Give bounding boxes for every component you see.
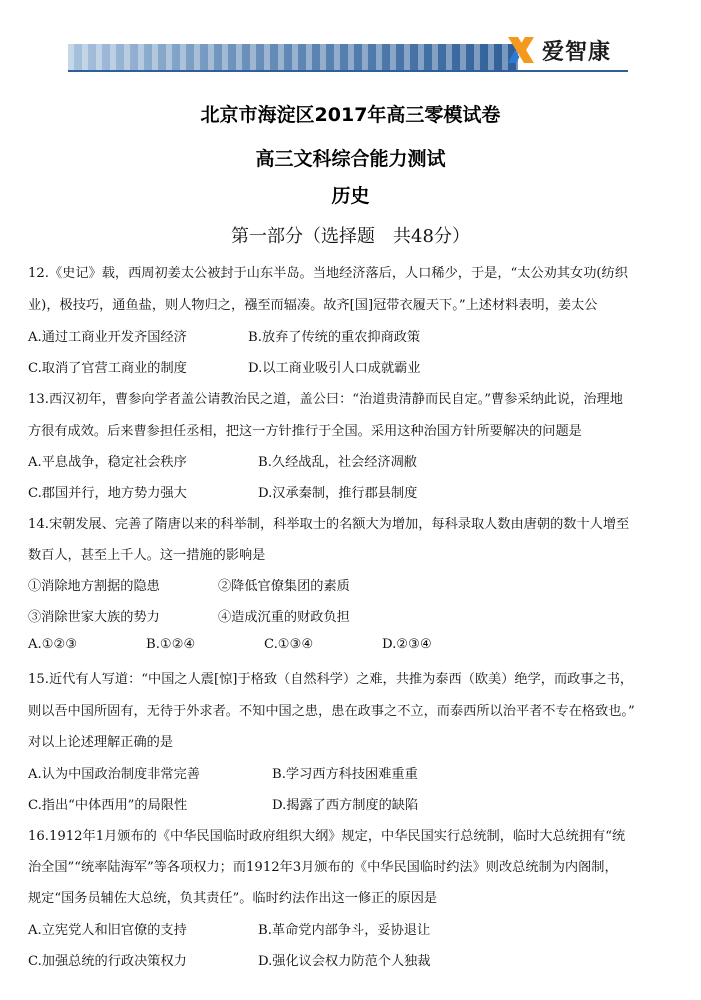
option-d: D.揭露了西方制度的缺陷 [272,798,419,813]
question-stem-line: 16.1912年1月颁布的《中华民国临时政府组织大纲》规定，中华民国实行总统制，临时大总统拥有“统 [28,829,626,844]
question-stem-line: 规定“国务员辅佐大总统，负其责任”。临时约法作出这一修正的原因是 [28,891,438,906]
option-c: C.①③④ [264,637,314,652]
option-a: A.立宪党人和旧官僚的支持 [28,923,187,938]
question-stem-line: 对以上论述理解正确的是 [28,735,174,750]
exam-title: 北京市海淀区2017年高三零模试卷 [200,104,501,126]
option-b: B.革命党内部争斗，妥协退让 [258,923,431,938]
question-stem-line: 12.《史记》载，西周初姜太公被封于山东半岛。当地经济落后，人口稀少，于是，“太公劝其女功(纺织 [28,266,628,281]
option-a: A.通过工商业开发齐国经济 [28,330,187,345]
logo-x-icon [506,35,536,65]
statement-item: ④造成沉重的财政负担 [218,610,350,625]
statement-item: ②降低官僚集团的素质 [218,579,350,594]
subject-group-title: 高三文科综合能力测试 [255,148,446,170]
option-a: A.平息战争，稳定社会秩序 [28,455,187,470]
option-a: A.认为中国政治制度非常完善 [28,767,200,782]
option-b: B.久经战乱，社会经济凋敝 [258,455,417,470]
option-c: C.加强总统的行政决策权力 [28,954,187,969]
option-d: D.汉承秦制，推行郡县制度 [258,486,418,501]
subject-title: 历史 [331,185,370,207]
question-stem-line: 则以吾中国所固有，无待于外求者。不知中国之患，患在政事之不立，而泰西所以治平者不专在格致也。” [28,704,635,719]
option-d: D.②③④ [382,637,432,652]
question-stem-line: 业)，极技巧，通鱼盐，则人物归之，襁至而辐凑。故齐[国]冠带衣履天下。”上述材料表明，姜太公 [28,298,598,313]
section-heading: 第一部分（选择题 共48分） [231,226,470,247]
option-b: B.放弃了传统的重农抑商政策 [248,330,421,345]
header-banner [68,44,518,70]
option-b: B.①②④ [146,637,196,652]
option-c: C.取消了官营工商业的制度 [28,361,187,376]
question-stem-line: 方很有成效。后来曹参担任丞相，把这一方针推行于全国。采用这种治国方针所要解决的问题是 [28,424,582,439]
option-a: A.①②③ [28,637,78,652]
option-b: B.学习西方科技困难重重 [272,767,418,782]
question-stem-line: 15.近代有人写道：“中国之人震[惊]于格致（自然科学）之难，共推为泰西（欧美）绝学，而政事之书， [28,672,634,687]
question-stem-line: 数百人，甚至上千人。这一措施的影响是 [28,548,266,563]
statement-item: ①消除地方割据的隐患 [28,579,160,594]
option-d: D.强化议会权力防范个人独裁 [258,954,431,969]
question-stem-line: 13.西汉初年，曹参向学者盖公请教治民之道，盖公曰：“治道贵清静而民自定。”曹参采纳此说，治理地 [28,392,623,407]
option-d: D.以工商业吸引人口成就霸业 [248,361,421,376]
logo [506,33,611,67]
option-c: C.指出“中体西用”的局限性 [28,798,188,813]
logo-text: 爱智康 [542,39,612,65]
header-divider [68,70,628,72]
option-c: C.郡国并行，地方势力强大 [28,486,187,501]
question-stem-line: 治全国”“统率陆海军”等各项权力；而1912年3月颁布的《中华民国临时约法》则改总统制为内阁制， [28,860,618,875]
statement-item: ③消除世家大族的势力 [28,610,160,625]
question-stem-line: 14.宋朝发展、完善了隋唐以来的科举制，科举取士的名额大为增加，每科录取人数由唐朝的数十人增至 [28,517,630,532]
